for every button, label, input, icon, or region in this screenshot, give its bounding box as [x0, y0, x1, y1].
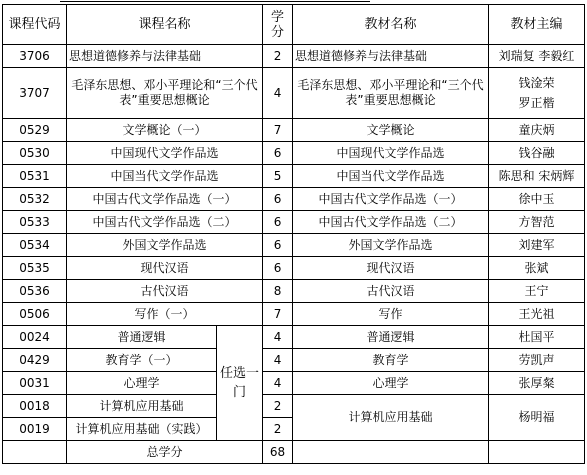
table-row [3, 257, 585, 280]
course-credit: 4 [263, 349, 293, 372]
textbook-name: 中国古代文学作品选（二） [293, 211, 489, 234]
course-credit: 6 [263, 211, 293, 234]
table-row [3, 303, 585, 326]
textbook-name: 中国古代文学作品选（一） [293, 188, 489, 211]
course-name: 古代汉语 [67, 280, 263, 303]
course-credit: 4 [263, 68, 293, 119]
table-row [3, 234, 585, 257]
textbook-name: 文学概论 [293, 119, 489, 142]
course-credit: 2 [263, 45, 293, 68]
elective-row [3, 395, 585, 418]
textbook-editor: 张厚粲 [489, 372, 585, 395]
course-name: 心理学 [67, 372, 217, 395]
textbook-editor: 徐中玉 [489, 188, 585, 211]
course-table [2, 4, 585, 464]
textbook-name: 古代汉语 [293, 280, 489, 303]
course-credit: 8 [263, 280, 293, 303]
course-code: 0530 [3, 142, 67, 165]
course-name: 计算机应用基础（实践） [67, 418, 217, 441]
course-credit: 4 [263, 326, 293, 349]
course-code: 0024 [3, 326, 67, 349]
course-name: 外国文学作品选 [67, 234, 263, 257]
textbook-editor: 杜国平 [489, 326, 585, 349]
course-name: 文学概论（一） [67, 119, 263, 142]
course-name: 毛泽东思想、邓小平理论和“三个代表”重要思想概论 [67, 68, 263, 119]
course-code: 0018 [3, 395, 67, 418]
header-course: 课程名称 [67, 5, 263, 45]
textbook-name: 普通逻辑 [293, 326, 489, 349]
total-row [3, 441, 585, 464]
course-credit: 6 [263, 257, 293, 280]
textbook-editor: 杨明福 [489, 395, 585, 441]
course-credit: 6 [263, 188, 293, 211]
textbook-editor: 刘建军 [489, 234, 585, 257]
textbook-editor: 王宁 [489, 280, 585, 303]
header-code: 课程代码 [3, 5, 67, 45]
course-credit: 2 [263, 395, 293, 418]
course-code: 0533 [3, 211, 67, 234]
table-row [3, 142, 585, 165]
textbook-name: 中国现代文学作品选 [293, 142, 489, 165]
total-label: 总学分 [67, 441, 263, 464]
elective-row [3, 372, 585, 395]
textbook-editor: 陈思和 宋炳辉 [489, 165, 585, 188]
empty-cell [293, 441, 489, 464]
empty-cell [489, 441, 585, 464]
course-code: 0536 [3, 280, 67, 303]
course-name: 写作（一） [67, 303, 263, 326]
course-code: 0535 [3, 257, 67, 280]
course-code: 0429 [3, 349, 67, 372]
course-name: 思想道德修养与法律基础 [67, 45, 263, 68]
course-credit: 7 [263, 303, 293, 326]
course-name: 计算机应用基础 [67, 395, 217, 418]
textbook-name: 毛泽东思想、邓小平理论和“三个代表”重要思想概论 [293, 68, 489, 119]
course-credit: 4 [263, 372, 293, 395]
textbook-editor: 劳凯声 [489, 349, 585, 372]
table-row [3, 211, 585, 234]
textbook-editor: 王光祖 [489, 303, 585, 326]
course-name: 普通逻辑 [67, 326, 217, 349]
course-credit: 2 [263, 418, 293, 441]
course-code: 0534 [3, 234, 67, 257]
header-credit: 学分 [263, 5, 293, 45]
textbook-name: 心理学 [293, 372, 489, 395]
header-editor: 教材主编 [489, 5, 585, 45]
course-code: 0531 [3, 165, 67, 188]
textbook-editor: 刘瑞复 李毅红 [489, 45, 585, 68]
textbook-editor: 钱淦荣 罗正楷 [489, 68, 585, 119]
textbook-name: 外国文学作品选 [293, 234, 489, 257]
header-textbook: 教材名称 [293, 5, 489, 45]
textbook-editor: 童庆炳 [489, 119, 585, 142]
table-row [3, 68, 585, 119]
elective-row [3, 326, 585, 349]
textbook-name: 思想道德修养与法律基础 [293, 45, 489, 68]
textbook-name: 中国当代文学作品选 [293, 165, 489, 188]
course-name: 中国现代文学作品选 [67, 142, 263, 165]
course-code: 0019 [3, 418, 67, 441]
textbook-editor: 张斌 [489, 257, 585, 280]
elective-row [3, 349, 585, 372]
course-code: 0031 [3, 372, 67, 395]
table-row [3, 165, 585, 188]
course-code: 0506 [3, 303, 67, 326]
table-row [3, 119, 585, 142]
table-row [3, 188, 585, 211]
textbook-name: 教育学 [293, 349, 489, 372]
course-credit: 6 [263, 234, 293, 257]
course-name: 现代汉语 [67, 257, 263, 280]
course-credit: 6 [263, 142, 293, 165]
course-name: 中国当代文学作品选 [67, 165, 263, 188]
course-name: 中国古代文学作品选（二） [67, 211, 263, 234]
elective-note: 任选一门 [217, 326, 263, 441]
top-rule [60, 1, 370, 2]
textbook-name: 现代汉语 [293, 257, 489, 280]
course-name: 教育学（一） [67, 349, 217, 372]
textbook-name: 写作 [293, 303, 489, 326]
textbook-name: 计算机应用基础 [293, 395, 489, 441]
header-row [3, 5, 585, 45]
table-row [3, 280, 585, 303]
textbook-editor: 钱谷融 [489, 142, 585, 165]
total-value: 68 [263, 441, 293, 464]
course-code: 0529 [3, 119, 67, 142]
course-credit: 7 [263, 119, 293, 142]
textbook-editor: 方智范 [489, 211, 585, 234]
empty-cell [3, 441, 67, 464]
course-name: 中国古代文学作品选（一） [67, 188, 263, 211]
course-code: 0532 [3, 188, 67, 211]
course-code: 3706 [3, 45, 67, 68]
course-code: 3707 [3, 68, 67, 119]
table-row [3, 45, 585, 68]
course-credit: 5 [263, 165, 293, 188]
